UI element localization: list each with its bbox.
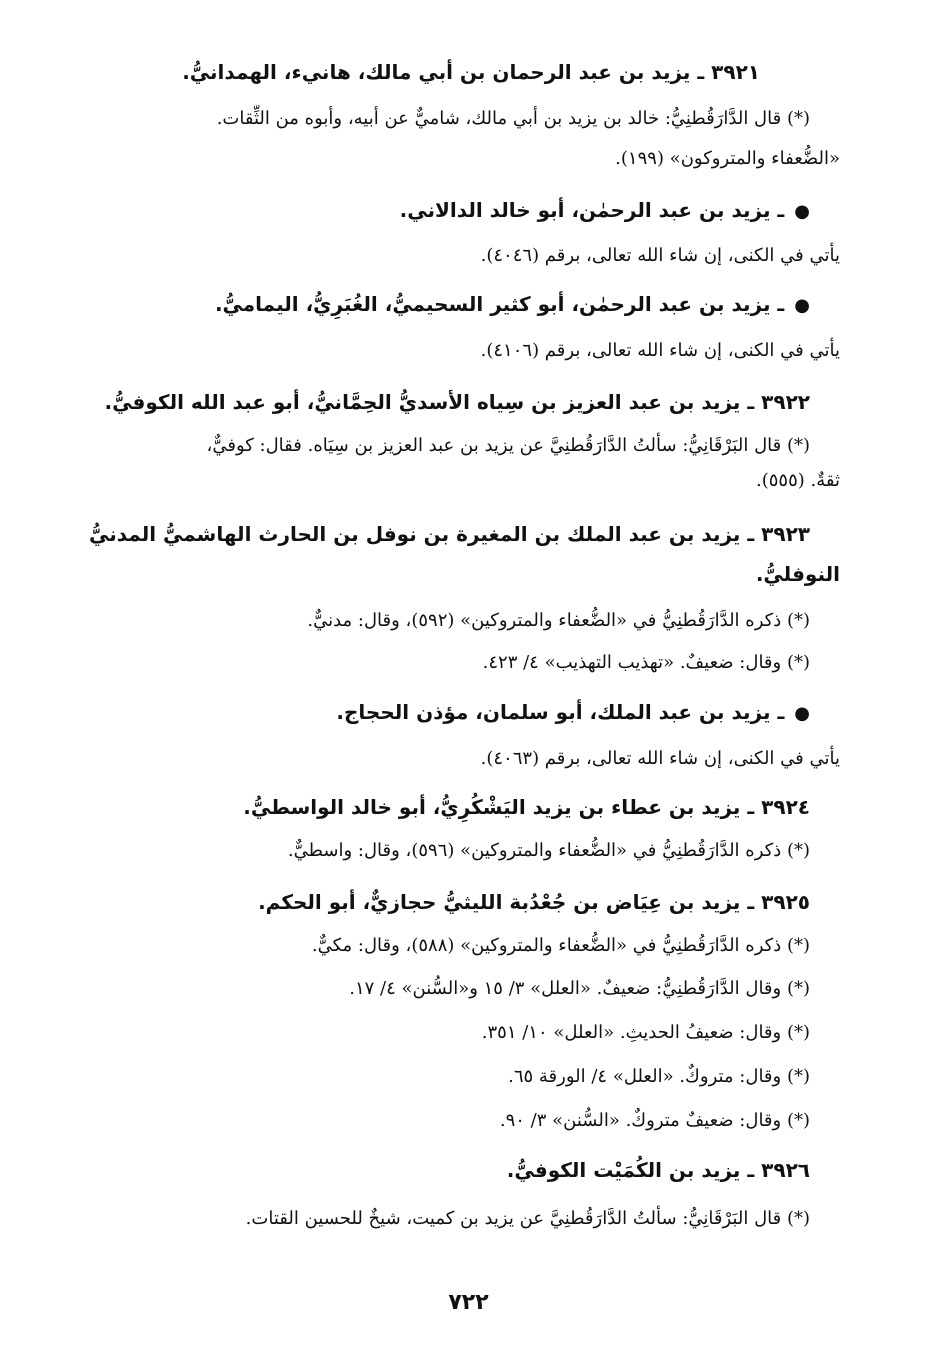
bullet-heading-text: ـ يزيد بن عبد الرحمٰن، أبو كثير السحيميُّ، الغُبَرِيُّ، اليماميُّ. bbox=[214, 292, 785, 316]
entry-heading-3926: ٣٩٢٦ ـ يزيد بن الكُمَيْت الكوفيُّ. bbox=[506, 1158, 810, 1182]
entry-heading-3923-1: ٣٩٢٣ ـ يزيد بن عبد الملك بن المغيرة بن نوفل بن الحارث الهاشميُّ المدنيُّ bbox=[89, 522, 810, 546]
page-number: ٧٢٢ bbox=[448, 1290, 489, 1315]
document-page bbox=[40, 40, 840, 1310]
bullet-heading-text: ـ يزيد بن عبد الرحمٰن، أبو خالد الدالاني. bbox=[399, 198, 785, 222]
entry-heading-3925: ٣٩٢٥ ـ يزيد بن عِيَاض بن جُعْدُبة الليثيُّ حجازيٌّ، أبو الحكم. bbox=[258, 890, 810, 914]
entry-line-3925-5: (*) وقال: ضعيفٌ متروكٌ. «السُّنن» ٣/ ٩٠. bbox=[499, 1110, 810, 1131]
entry-line-3923-1: (*) ذكره الدَّارَقُطنِيُّ في «الضُّعفاء والمتروكين» (٥٩٢)، وقال: مدنيٌّ. bbox=[307, 610, 810, 631]
entry-line-3921-1: (*) قال الدَّارَقُطنِيُّ: خالد بن يزيد بن أبي مالك، شاميٌّ عن أبيه، وأبوه من الثِّقات. bbox=[216, 108, 810, 129]
entry-heading-3923-2: النوفليُّ. bbox=[755, 562, 840, 586]
bullet-line-2: يأتي في الكنى، إن شاء الله تعالى، برقم (٤١٠٦). bbox=[480, 340, 840, 361]
entry-line-3922-2: ثقةٌ. (٥٥٥). bbox=[756, 470, 840, 491]
entry-line-3922-1: (*) قال البَرْقَانِيُّ: سألتُ الدَّارَقُطنِيَّ عن يزيد بن عبد العزيز بن سِيَاه. فقال: كوفيٌّ، bbox=[206, 435, 810, 456]
bullet-icon: ● bbox=[794, 201, 810, 222]
bullet-entry-heading-2 bbox=[215, 292, 810, 316]
entry-heading-3922: ٣٩٢٢ ـ يزيد بن عبد العزيز بن سِياه الأسديُّ الحِمَّانيُّ، أبو عبد الله الكوفيُّ. bbox=[104, 390, 810, 414]
bullet-icon: ● bbox=[794, 295, 810, 316]
entry-line-3925-3: (*) وقال: ضعيفُ الحديثِ. «العلل» ١٠/ ٣٥١. bbox=[481, 1022, 810, 1043]
bullet-heading-text: ـ يزيد بن عبد الملك، أبو سلمان، مؤذن الحجاج. bbox=[336, 700, 785, 724]
entry-line-3924-1: (*) ذكره الدَّارَقُطنِيُّ في «الضُّعفاء والمتروكين» (٥٩٦)، وقال: واسطيٌّ. bbox=[287, 840, 810, 861]
entry-line-3921-2: «الضُّعفاء والمتروكون» (١٩٩). bbox=[615, 148, 840, 169]
entry-line-3926-1: (*) قال البَرْقَانِيُّ: سألتُ الدَّارَقُطنِيَّ عن يزيد بن كميت، شيخٌ للحسين القتات. bbox=[245, 1208, 810, 1229]
bullet-line-1: يأتي في الكنى، إن شاء الله تعالى، برقم (٤٠٤٦). bbox=[480, 245, 840, 266]
bullet-entry-heading-3 bbox=[336, 700, 810, 724]
entry-heading-3921: ٣٩٢١ ـ يزيد بن عبد الرحمان بن أبي مالك، هانيء، الهمدانيُّ. bbox=[182, 60, 760, 84]
entry-line-3925-4: (*) وقال: متروكٌ. «العلل» ٤/ الورقة ٦٥. bbox=[508, 1066, 810, 1087]
entry-line-3925-1: (*) ذكره الدَّارَقُطنِيُّ في «الضُّعفاء والمتروكين» (٥٨٨)، وقال: مكيٌّ. bbox=[311, 935, 810, 956]
bullet-entry-heading-1 bbox=[400, 198, 810, 222]
bullet-line-3: يأتي في الكنى، إن شاء الله تعالى، برقم (٤٠٦٣). bbox=[480, 748, 840, 769]
bullet-icon: ● bbox=[794, 703, 810, 724]
entry-heading-3924: ٣٩٢٤ ـ يزيد بن عطاء بن يزيد اليَشْكُرِيُّ، أبو خالد الواسطيُّ. bbox=[243, 795, 810, 819]
entry-line-3925-2: (*) وقال الدَّارَقُطنِيُّ: ضعيفٌ. «العلل» ٣/ ١٥ و«السُّنن» ٤/ ١٧. bbox=[349, 978, 810, 999]
entry-line-3923-2: (*) وقال: ضعيفٌ. «تهذيب التهذيب» ٤/ ٤٢٣. bbox=[482, 652, 810, 673]
